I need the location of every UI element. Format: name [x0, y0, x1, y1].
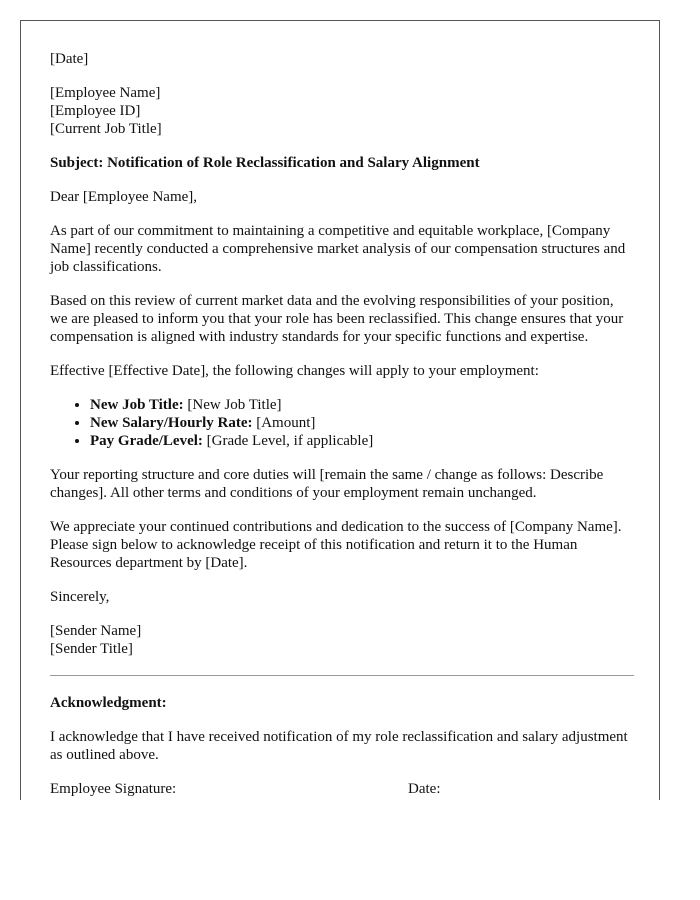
changes-list — [50, 396, 634, 450]
sender-title: [Sender Title] — [50, 641, 133, 657]
paragraph-appreciation: We appreciate your continued contributions and dedication to the success of [Company Name]. Please sign below to acknowledge receipt of this notification and return it to the Human Resources department by [Date]. — [50, 519, 622, 571]
change-item-salary — [90, 414, 634, 432]
acknowledgment-text: I acknowledge that I have received notification of my role reclassification and salary adjustment as outlined above. — [50, 729, 628, 763]
letter-content — [50, 50, 634, 798]
recipient-id: [Employee ID] — [50, 103, 141, 119]
signature-row — [50, 780, 634, 798]
letter-signoff: Sincerely, — [50, 589, 110, 605]
recipient-block — [50, 84, 634, 138]
acknowledgment-heading: Acknowledgment: — [50, 695, 167, 711]
paragraph-reporting: Your reporting structure and core duties will [remain the same / change as follows: Describe changes]. All other terms and conditions of your employment remain unchanged. — [50, 467, 604, 501]
letter-page — [20, 20, 660, 800]
paragraph-effective: Effective [Effective Date], the following changes will apply to your employment: — [50, 363, 539, 379]
sender-name: [Sender Name] — [50, 623, 142, 639]
signature-date-label: Date: — [408, 781, 441, 797]
change-label: Pay Grade/Level: — [90, 433, 203, 449]
change-value: [Amount] — [252, 415, 316, 431]
section-divider — [50, 675, 634, 676]
sender-block — [50, 622, 634, 658]
letter-subject: Subject: Notification of Role Reclassification and Salary Alignment — [50, 155, 480, 171]
paragraph-intro: As part of our commitment to maintaining a competitive and equitable workplace, [Company Name] recently conducted a comprehensive market analysis of our compensation structures and job classifications. — [50, 223, 626, 275]
letter-greeting: Dear [Employee Name], — [50, 189, 198, 205]
change-value: [New Job Title] — [183, 397, 282, 413]
employee-signature-label: Employee Signature: — [50, 781, 177, 797]
recipient-name: [Employee Name] — [50, 85, 161, 101]
change-value: [Grade Level, if applicable] — [202, 433, 374, 449]
letter-date: [Date] — [50, 51, 89, 67]
recipient-title: [Current Job Title] — [50, 121, 162, 137]
change-label: New Job Title: — [90, 397, 184, 413]
change-item-pay-grade — [90, 432, 634, 450]
change-label: New Salary/Hourly Rate: — [90, 415, 253, 431]
change-item-job-title — [90, 396, 634, 414]
paragraph-review: Based on this review of current market data and the evolving responsibilities of your position, we are pleased to inform you that your role has been reclassified. This change ensures that your compensation is aligned with industry standards for your specific functions and expertise. — [50, 293, 624, 345]
